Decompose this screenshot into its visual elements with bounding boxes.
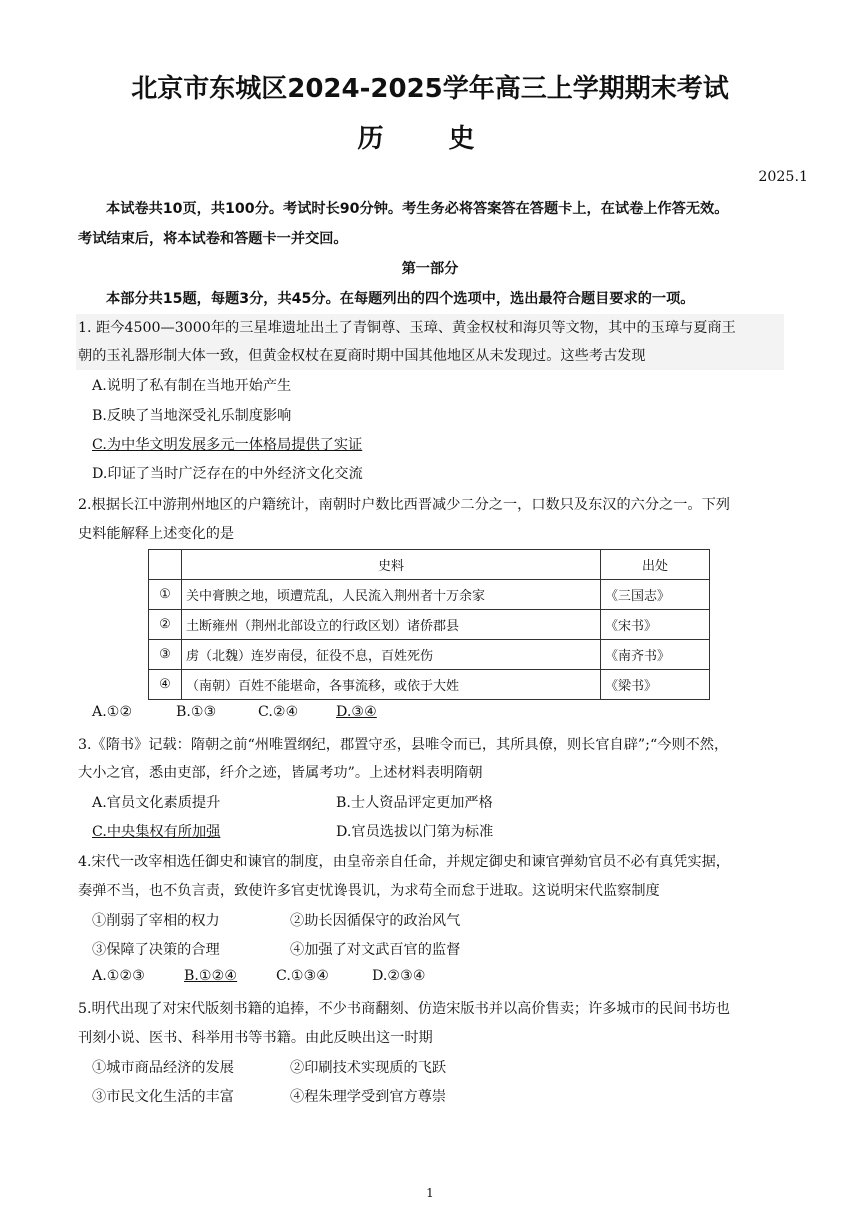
q1-option-b: B.反映了当地深受礼乐制度影响 bbox=[92, 408, 292, 424]
q1-option-a: A.说明了私有制在当地开始产生 bbox=[92, 378, 292, 394]
q5-item-4: ④程朱理学受到官方尊崇 bbox=[290, 1089, 447, 1105]
q4-stem-line-1: 4.宋代一改宰相选任御史和谏官的制度，由皇帝亲自任命，并规定御史和谏官弹劾官员不必有真凭实据， bbox=[78, 854, 730, 870]
row-origin: 《宋书》 bbox=[601, 610, 710, 640]
q3-option-d: D.官员选拔以门第为标准 bbox=[336, 824, 494, 840]
row-source-text: 土断雍州（荆州北部设立的行政区划）诸侨郡县 bbox=[182, 610, 601, 640]
part-heading: 第一部分 bbox=[401, 261, 459, 277]
q2-stem-line-2: 史料能解释上述变化的是 bbox=[78, 526, 235, 542]
q5-item-2: ②印刷技术实现质的飞跃 bbox=[290, 1060, 447, 1076]
part-intro: 本部分共15题，每题3分，共45分。在每题列出的四个选项中，选出最符合题目要求的一项。 bbox=[106, 291, 695, 307]
row-source-text: 关中膏腴之地，顷遭荒乱，人民流入荆州者十万余家 bbox=[182, 580, 601, 610]
row-number: ① bbox=[149, 580, 182, 610]
instructions-line-2: 考试结束后，将本试卷和答题卡一并交回。 bbox=[78, 231, 348, 247]
q5-item-1: ①城市商品经济的发展 bbox=[92, 1060, 234, 1076]
page-number: 1 bbox=[426, 1186, 434, 1200]
q1-option-c: C.为中华文明发展多元一体格局提供了实证 bbox=[92, 437, 363, 453]
q4-option-a: A.①②③ bbox=[92, 968, 145, 984]
q2-option-d: D.③④ bbox=[336, 704, 377, 720]
row-number: ② bbox=[149, 610, 182, 640]
q3-stem-line-1: 3.《隋书》记载：隋朝之前“州唯置纲纪，郡置守丞，县唯令而已，其所具僚，则长官自辟”;“今则不然， bbox=[78, 737, 729, 753]
sources-table bbox=[148, 549, 710, 700]
row-number: ③ bbox=[149, 640, 182, 670]
q4-option-b: B.①②④ bbox=[184, 968, 238, 984]
table-row bbox=[149, 610, 710, 640]
table-header-origin: 出处 bbox=[601, 550, 710, 580]
q4-item-2: ②助长因循保守的政治风气 bbox=[290, 913, 461, 929]
q4-stem-line-2: 奏弹不当，也不负言责，致使许多官吏忧谗畏讥，为求苟全而怠于进取。这说明宋代监察制度 bbox=[78, 883, 660, 899]
exam-date: 2025.1 bbox=[758, 169, 808, 185]
q4-option-d: D.②③④ bbox=[372, 968, 426, 984]
row-source-text: （南朝）百姓不能堪命，各事流移，或依于大姓 bbox=[182, 670, 601, 700]
subject-title: 历 史 bbox=[357, 124, 503, 154]
q2-option-c: C.②④ bbox=[258, 704, 299, 720]
table-row bbox=[149, 670, 710, 700]
table-header-row bbox=[149, 550, 710, 580]
table-row bbox=[149, 640, 710, 670]
row-origin: 《梁书》 bbox=[601, 670, 710, 700]
q1-stem-line-1: 1. 距今4500—3000年的三星堆遗址出土了青铜尊、玉璋、黄金权杖和海贝等文物，其中的玉璋与夏商王 bbox=[78, 320, 736, 336]
q3-option-b: B.士人资品评定更加严格 bbox=[336, 795, 493, 811]
q1-option-d: D.印证了当时广泛存在的中外经济文化交流 bbox=[92, 466, 363, 482]
table-header-source: 史料 bbox=[182, 550, 601, 580]
q4-item-1: ①削弱了宰相的权力 bbox=[92, 913, 220, 929]
q4-option-c: C.①③④ bbox=[276, 968, 330, 984]
q2-option-a: A.①② bbox=[92, 704, 133, 720]
row-origin: 《南齐书》 bbox=[601, 640, 710, 670]
table-row bbox=[149, 580, 710, 610]
row-source-text: 虏（北魏）连岁南侵，征役不息，百姓死伤 bbox=[182, 640, 601, 670]
row-origin: 《三国志》 bbox=[601, 580, 710, 610]
q4-item-4: ④加强了对文武百官的监督 bbox=[290, 942, 461, 958]
q2-option-b: B.①③ bbox=[176, 704, 217, 720]
q3-stem-line-2: 大小之官，悉由吏部，纤介之迹，皆属考功”。上述材料表明隋朝 bbox=[78, 765, 483, 781]
table-header-number bbox=[149, 550, 182, 580]
instructions-line-1: 本试卷共10页，共100分。考试时长90分钟。考生务必将答案答在答题卡上，在试卷上作答无效。 bbox=[106, 201, 729, 217]
q2-stem-line-1: 2.根据长江中游荆州地区的户籍统计，南朝时户数比西晋减少二分之一，口数只及东汉的六分之一。下列 bbox=[78, 497, 730, 513]
q5-item-3: ③市民文化生活的丰富 bbox=[92, 1089, 234, 1105]
q4-item-3: ③保障了决策的合理 bbox=[92, 942, 220, 958]
q3-option-a: A.官员文化素质提升 bbox=[92, 795, 221, 811]
exam-title: 北京市东城区2024-2025学年高三上学期期末考试 bbox=[131, 74, 729, 104]
q1-stem-line-2: 朝的玉礼器形制大体一致，但黄金权杖在夏商时期中国其他地区从未发现过。这些考古发现 bbox=[78, 348, 646, 364]
q5-stem-line-1: 5.明代出现了对宋代版刻书籍的追捧，不少书商翻刻、仿造宋版书并以高价售卖；许多城市的民间书坊也 bbox=[78, 1001, 730, 1017]
q3-option-c: C.中央集权有所加强 bbox=[92, 824, 221, 840]
row-number: ④ bbox=[149, 670, 182, 700]
q5-stem-line-2: 刊刻小说、医书、科举用书等书籍。由此反映出这一时期 bbox=[78, 1030, 433, 1046]
